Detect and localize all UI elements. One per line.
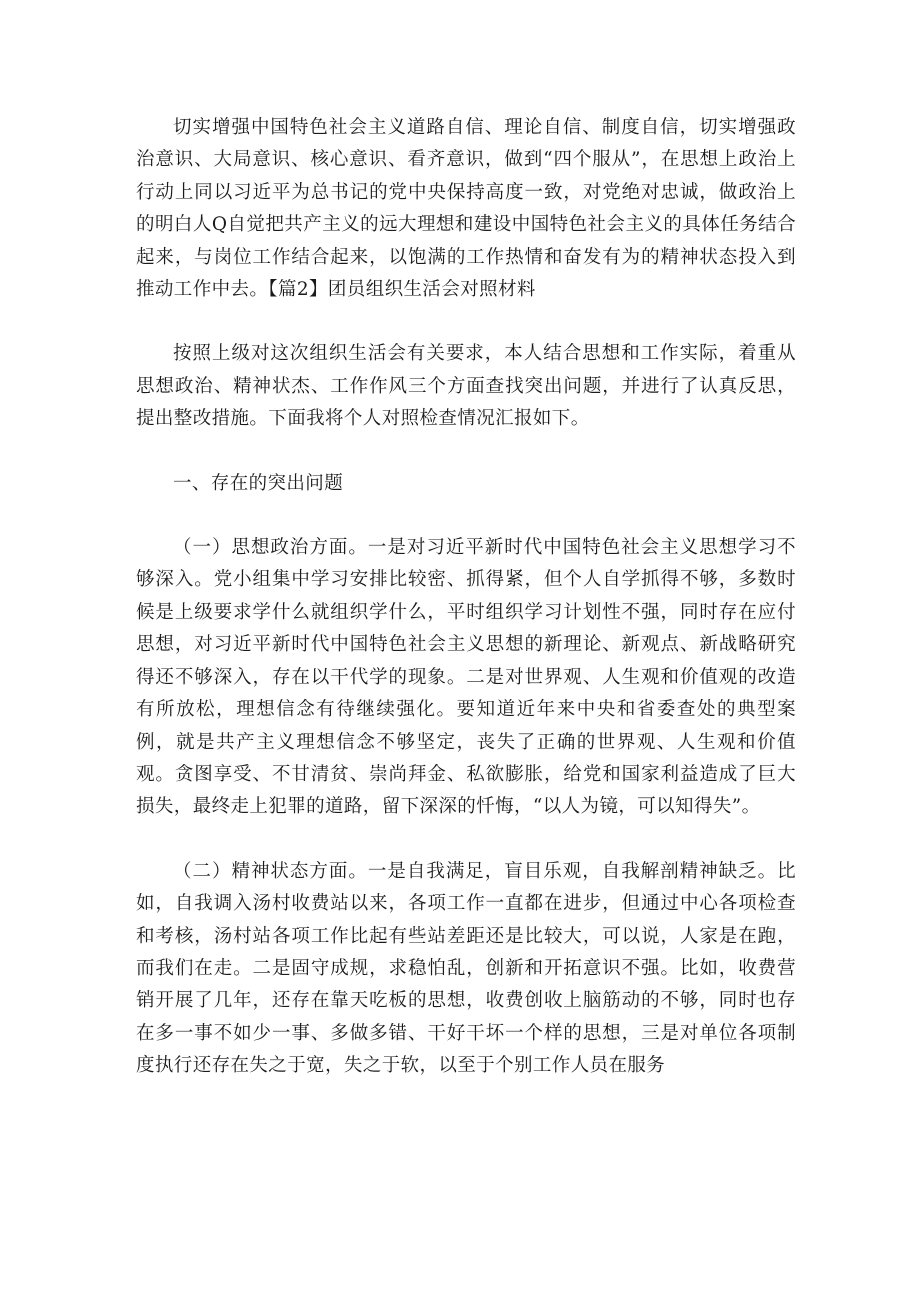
paragraph-ideological-political: （一）思想政治方面。一是对习近平新时代中国特色社会主义思想学习不够深入。党小组集中学习安排比较密、抓得紧，但个人自学抓得不够，多数时候是上级要求学什么就组织学什么，平时组织学习计划性不强，同时存在应付思想，对习近平新时代中国特色社会主义思想的新理论、新观点、新战略研究得还不够深入，存在以干代学的现象。二是对世界观、人生观和价值观的改造有所放松，理想信念有待继续强化。要知道近年来中央和省委查处的典型案例，就是共产主义理想信念不够坚定，丧失了正确的世界观、人生观和价值观。贪图享受、不甘清贫、崇尚拜金、私欲膨胀，给党和国家利益造成了巨大损失，最终走上犯罪的道路，留下深深的忏悔，“以人为镜，可以知得失”。	[136, 537, 796, 818]
paragraph-political-confidence: 切实增强中国特色社会主义道路自信、理论自信、制度自信，切实增强政治意识、大局意识、核心意识、看齐意识，做到“四个服从”，在思想上政治上行动上同以习近平为总书记的党中央保持高度一致，对党绝对忠诚，做政治上的明白人Q自觉把共产主义的远大理想和建设中国特色社会主义的具体任务结合起来，与岗位工作结合起来，以饱满的工作热情和奋发有为的精神状态投入到推动工作中去。【篇2】团员组织生活会对照材料	[136, 117, 796, 301]
paragraph-introduction: 按照上级对这次组织生活会有关要求，本人结合思想和工作实际，着重从思想政治、精神状杰、工作作风三个方面查找突出问题，并进行了认真反思，提出整改措施。下面我将个人对照检查情况汇报如下。	[136, 343, 796, 430]
paragraph-mental-state: （二）精神状态方面。一是自我满足，盲目乐观，自我解剖精神缺乏。比如，自我调入汤村收费站以来，各项工作一直都在进步，但通过中心各项检查和考核，汤村站各项工作比起有些站差距还是比较大，可以说，人家是在跑，而我们在走。二是固守成规，求稳怕乱，创新和开拓意识不强。比如，收费营销开展了几年，还存在靠天吃板的思想，收费创收上脑筋动的不够，同时也存在多一事不如少一事、多做多错、干好干坏一个样的思想，三是对单位各项制度执行还存在失之于宽，失之于软，以至于个别工作人员在服务	[136, 860, 796, 1077]
document-body	[136, 112, 796, 1083]
section-heading-problems: 一、存在的突出问题	[173, 472, 344, 494]
